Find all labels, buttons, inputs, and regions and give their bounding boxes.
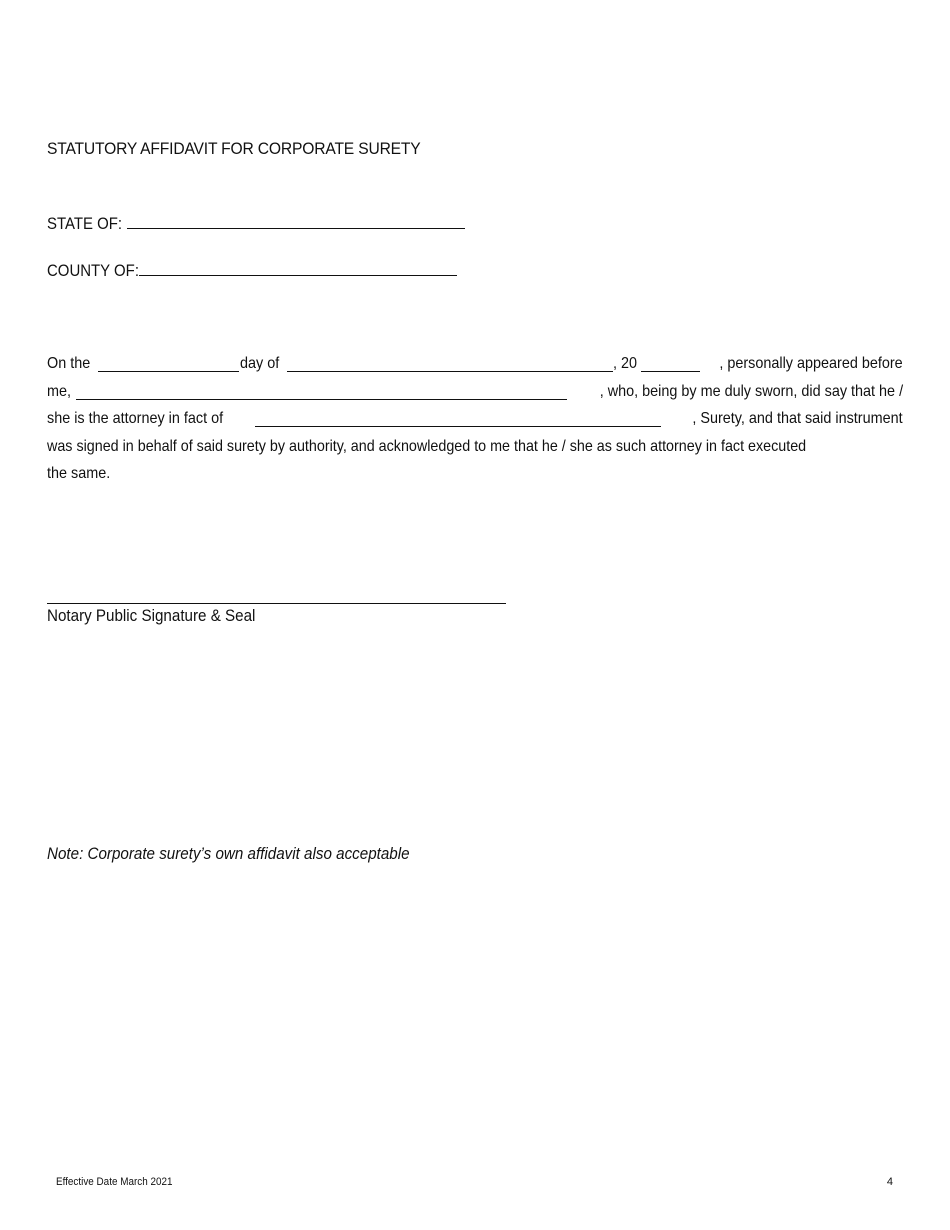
year-prefix-text: , 20 [613,355,638,372]
acceptance-note: Note: Corporate surety’s own affidavit also acceptable [47,845,410,863]
affiant-name-blank[interactable] [76,383,567,400]
month-blank[interactable] [287,355,613,372]
attorney-in-fact-text: she is the attorney in fact of [47,410,224,427]
state-label: STATE OF: [47,214,123,233]
duly-sworn-text: , who, being by me duly sworn, did say that he / [599,382,903,400]
state-blank[interactable] [127,210,465,229]
county-label: COUNTY OF: [47,261,139,280]
document-title: STATUTORY AFFIDAVIT FOR CORPORATE SURETY [47,139,421,158]
paragraph-line-5 [47,460,903,488]
surety-name-blank[interactable] [255,410,661,427]
paragraph-line-3 [47,405,903,433]
state-field [47,210,465,234]
surety-instrument-text: , Surety, and that said instrument [692,410,903,427]
county-field [47,257,457,281]
footer-effective-date: Effective Date March 2021 [56,1176,173,1188]
signed-behalf-text: was signed in behalf of said surety by authority, and acknowledged to me that he / she as such attorney in fact executed [47,437,807,455]
year-blank[interactable] [641,355,700,372]
paragraph-line-2 [47,378,903,406]
county-blank[interactable] [139,257,457,276]
affidavit-paragraph [47,350,903,488]
day-of-text: day of [240,355,280,372]
paragraph-line-1 [47,350,903,378]
footer-page-number: 4 [886,1176,893,1188]
day-blank[interactable] [98,355,239,372]
the-same-text: the same. [47,465,111,482]
appeared-before-text: , personally appeared before [719,355,903,372]
paragraph-line-4 [47,433,903,461]
on-the-text: On the [47,355,91,372]
notary-signature-line[interactable] [47,603,506,604]
me-text: me, [47,382,72,400]
notary-signature-label: Notary Public Signature & Seal [47,607,256,625]
